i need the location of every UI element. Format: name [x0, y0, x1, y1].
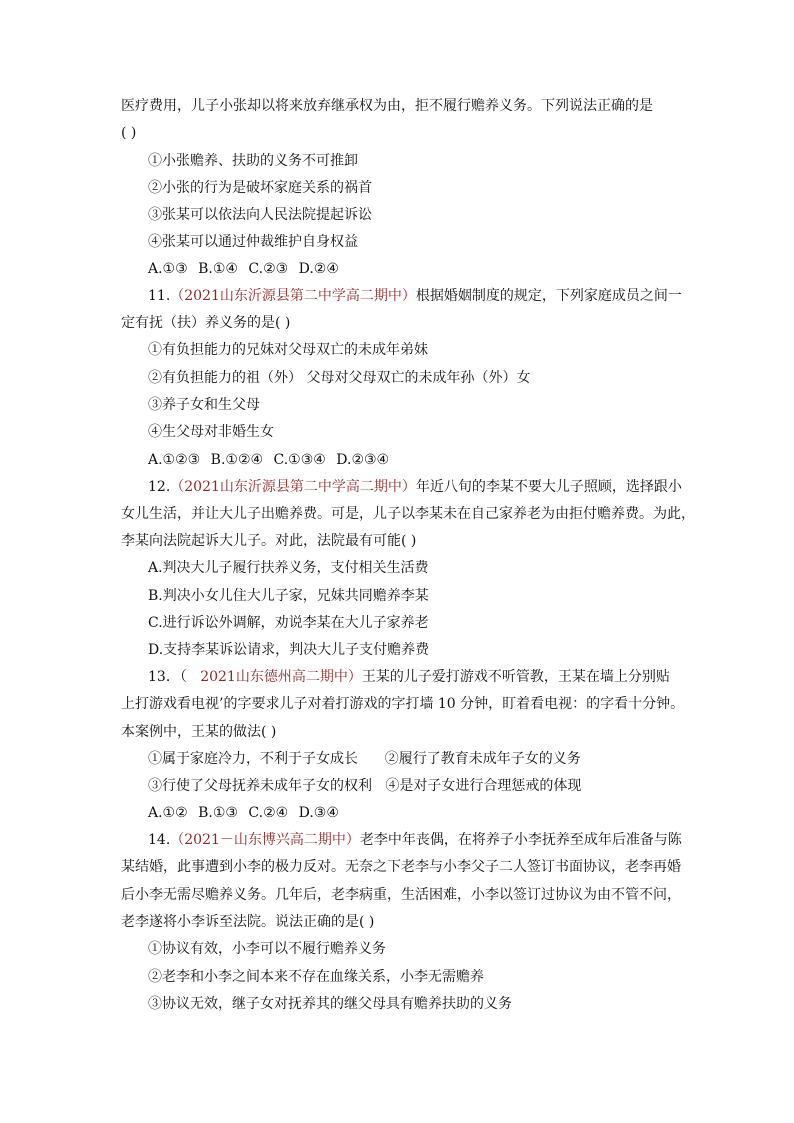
- q12-stem-line-2: 女儿生活，并让大儿子出赡养费。可是，儿子以李某未在自己家养老为由拒付赡养费。为此，: [121, 506, 695, 522]
- q10-option-2: ②小张的行为是破坏家庭关系的祸首: [148, 180, 372, 196]
- q11-stem: 根据婚姻制度的规定，下列家庭成员之间一: [415, 288, 682, 304]
- q11-source: （2021山东沂源县第二中学高二期中）: [170, 288, 416, 304]
- q11-stem-line-2: 定有抚（扶）养义务的是( ): [121, 315, 291, 331]
- q10-option-3: ③张某可以依法向人民法院提起诉讼: [148, 207, 372, 223]
- q11-number: 11.: [148, 288, 171, 304]
- q11-choices: A.①②③ B.①②④ C.①③④ D.②③④: [148, 452, 390, 468]
- q14-number: 14.: [148, 832, 171, 848]
- q12-option-c: C.进行诉讼外调解，劝说李某在大儿子家养老: [148, 615, 429, 631]
- q10-answer-paren: ( ): [121, 125, 137, 141]
- q10-option-1: ①小张赡养、扶助的义务不可推卸: [148, 153, 358, 169]
- q10-text-line: 医疗费用，儿子小张却以将来放弃继承权为由，拒不履行赡养义务。下列说法正确的是: [121, 98, 653, 114]
- q11-option-4: ④生父母对非婚生女: [148, 424, 274, 440]
- q12-source: （2021山东沂源县第二中学高二期中）: [170, 479, 416, 495]
- q11-stem-line-1: [148, 286, 682, 306]
- q13-stem-line-1: [148, 667, 670, 687]
- q13-option-row-2: [148, 776, 581, 796]
- q14-stem: 老李中年丧偶，在将养子小李抚养至成年后准备与陈: [359, 832, 682, 848]
- q13-choices: A.①② B.①③ C.②④ D.③④: [148, 805, 339, 821]
- q12-option-a: A.判决大儿子履行扶养义务，支付相关生活费: [148, 560, 429, 576]
- q13-number: 13．（: [148, 669, 187, 685]
- q13-option-row-1: [148, 749, 581, 769]
- q10-option-4: ④张某可以通过仲裁维护自身权益: [148, 234, 358, 250]
- q14-option-1: ①协议有效，小李可以不履行赡养义务: [148, 941, 386, 957]
- q13-stem: 王某的儿子爱打游戏不听管教，王某在墙上分别贴: [361, 669, 670, 685]
- q12-stem-line-3: 李某向法院起诉大儿子。对此，法院最有可能( ): [121, 533, 417, 549]
- q12-stem-line-1: [148, 477, 682, 497]
- q11-option-2: ②有负担能力的祖（外） 父母对父母双亡的未成年孙（外）女: [148, 370, 531, 386]
- q13-stem-line-3: 本案例中，王某的做法( ): [121, 724, 277, 740]
- q14-stem-line-4: 老李遂将小李诉至法院。说法正确的是( ): [121, 914, 375, 930]
- q14-stem-line-3: 后小李无需尽赡养义务。几年后，老李病重，生活困难，小李以签订过协议为由不管不问，: [121, 887, 681, 903]
- q12-option-d: D.支持李某诉讼请求，判决大儿子支付赡养费: [148, 642, 430, 658]
- q12-stem: 年近八旬的李某不要大儿子照顾，选择跟小: [415, 479, 682, 495]
- q13-option-1: ①属于家庭冷力，不利于子女成长: [148, 751, 358, 767]
- q13-stem-line-2: 上打游戏看电视’的字要求儿子对着打游戏的字打墙 10 分钟，盯着看电视：的字看十分钟。: [121, 696, 685, 712]
- q11-option-1: ①有负担能力的兄妹对父母双亡的未成年弟妹: [148, 342, 428, 358]
- q14-stem-line-2: 某结婚，此事遭到小李的极力反对。无奈之下老李与小李父子二人签订书面协议，老李再婚: [121, 859, 681, 875]
- q12-number: 12.: [148, 479, 171, 495]
- q13-option-3: ③行使了父母抚养未成年子女的权利: [148, 778, 372, 794]
- q11-option-3: ③养子女和生父母: [148, 397, 260, 413]
- q14-stem-line-1: [148, 830, 682, 850]
- q13-option-4: ④是对子女进行合理惩戒的体现: [385, 778, 582, 794]
- q13-option-2: ②履行了教育未成年子女的义务: [384, 751, 581, 767]
- q14-option-3: ③协议无效，继子女对抚养其的继父母具有赡养扶助的义务: [148, 996, 512, 1012]
- q13-source: 2021山东德州高二期中）: [200, 669, 362, 685]
- q10-choices: A.①③ B.①④ C.②③ D.②④: [148, 261, 339, 277]
- q14-option-2: ②老李和小李之间本来不存在血缘关系，小李无需赡养: [148, 969, 484, 985]
- q12-option-b: B.判决小女儿住大儿子家，兄妹共同赡养李某: [148, 588, 429, 604]
- q14-source: （2021－山东博兴高二期中）: [170, 832, 360, 848]
